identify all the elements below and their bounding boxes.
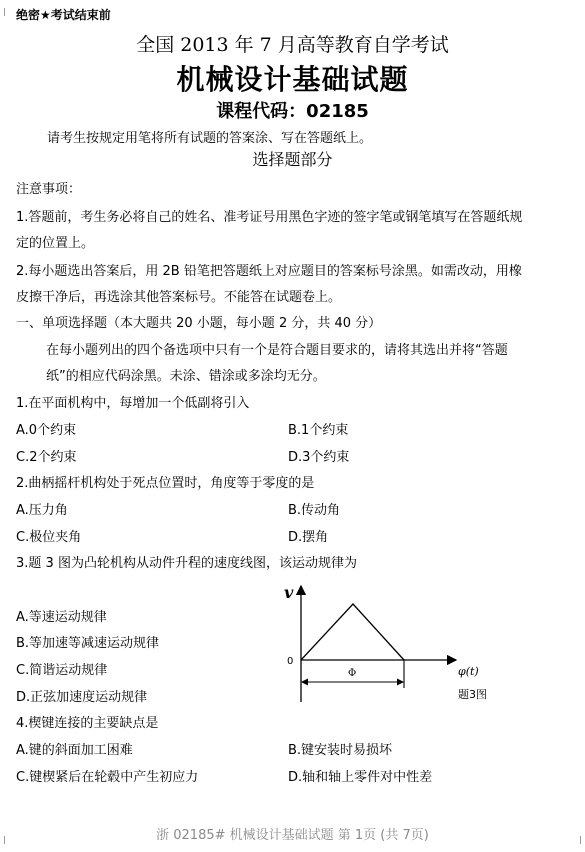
question-1-option-b: B.1个约束 (288, 423, 349, 438)
section-1-heading: 一、单项选择题（本大题共 20 小题，每小题 2 分，共 40 分） (16, 316, 382, 331)
question-4-option-a: A.键的斜面加工困难 (16, 743, 133, 758)
section-1-desc-line-2: 纸”的相应代码涂黑。未涂、错涂或多涂均无分。 (46, 369, 326, 384)
page-footer: 浙 02185# 机械设计基础试题 第 1页 (共 7页) (156, 828, 429, 843)
secret-label: 绝密★考试结束前 (16, 8, 111, 22)
question-1-stem: 1.在平面机构中，每增加一个低副将引入 (16, 396, 250, 411)
figure-caption: 题3图 (458, 688, 487, 701)
question-2-option-b: B.传动角 (288, 503, 341, 518)
note-2-line-1: 2.每小题选出答案后，用 2B 铅笔把答题纸上对应题目的答案标号涂黑。如需改动，用橡 (16, 264, 522, 279)
question-3-stem: 3.题 3 图为凸轮机构从动件升程的速度线图，该运动规律为 (16, 556, 357, 571)
question-2-option-c: C.极位夹角 (16, 530, 82, 545)
question-4-option-b: B.键安装时易损坏 (288, 743, 393, 758)
answer-instruction: 请考生按规定用笔将所有试题的答案涂、写在答题纸上。 (47, 131, 373, 146)
crop-mark-top-left (4, 8, 13, 16)
question-3-option-a: A.等速运动规律 (16, 610, 107, 625)
question-1-option-c: C.2个约束 (16, 450, 77, 465)
question-2-stem: 2.曲柄摇杆机构处于死点位置时，角度等于零度的是 (16, 476, 315, 491)
velocity-curve (301, 604, 404, 660)
question-4-stem: 4.楔键连接的主要缺点是 (16, 716, 159, 731)
page-title: 机械设计基础试题 (176, 63, 409, 96)
question-4-option-c: C.键楔紧后在轮毂中产生初应力 (16, 770, 199, 785)
question-4-option-d: D.轴和轴上零件对中性差 (288, 770, 433, 785)
part-title: 选择题部分 (252, 150, 333, 169)
phi-label: Φ (348, 668, 357, 679)
question-2-option-a: A.压力角 (16, 503, 68, 518)
question-2-option-d: D.摆角 (288, 530, 329, 545)
question-3-option-d: D.正弦加速度运动规律 (16, 690, 148, 705)
note-2-line-2: 皮擦干净后，再选涂其他答案标号。不能答在试题卷上。 (16, 290, 342, 305)
course-code: 课程代码：02185 (216, 101, 369, 122)
x-axis-label: φ(t) (458, 665, 479, 678)
y-axis-label: v (284, 583, 294, 602)
question-3-option-c: C.简谐运动规律 (16, 663, 108, 678)
note-1-line-2: 定的位置上。 (16, 236, 95, 251)
origin-label: 0 (287, 656, 294, 667)
section-1-desc-line-1: 在每小题列出的四个备选项中只有一个是符合题目要求的，请将其选出并将“答题 (46, 343, 508, 358)
velocity-diagram (280, 578, 490, 708)
exam-line: 全国 2013 年 7 月高等教育自学考试 (136, 34, 449, 56)
question-1-option-a: A.0个约束 (16, 423, 77, 438)
notes-heading: 注意事项： (16, 182, 82, 197)
note-1-line-1: 1.答题前，考生务必将自己的姓名、准考证号用黑色字迹的签字笔或钢笔填写在答题纸规 (16, 210, 523, 225)
question-1-option-d: D.3个约束 (288, 450, 350, 465)
question-3-option-b: B.等加速等减速运动规律 (16, 636, 160, 651)
